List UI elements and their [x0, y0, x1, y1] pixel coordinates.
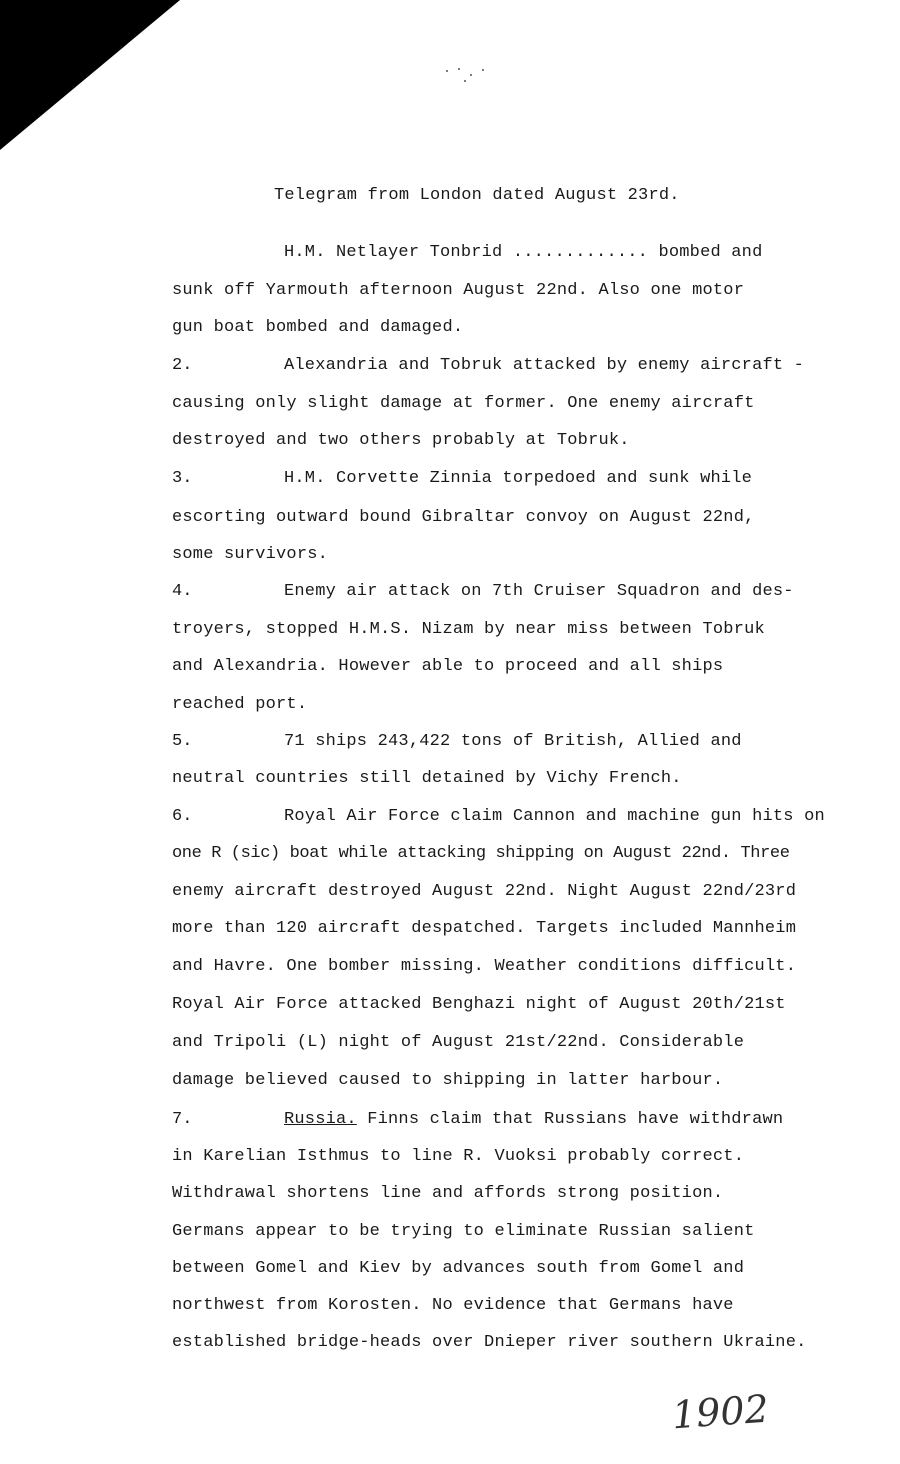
- para-4-line-1: Enemy air attack on 7th Cruiser Squadron and des-: [284, 582, 794, 601]
- para-2-number: 2.: [172, 356, 193, 375]
- para-1-line-2: sunk off Yarmouth afternoon August 22nd. Also one motor: [172, 281, 745, 300]
- para-2-line-3: destroyed and two others probably at Tobruk.: [172, 431, 630, 450]
- para-7-line-1: [284, 1109, 783, 1131]
- para-7-line-6: northwest from Korosten. No evidence that Germans have: [172, 1296, 734, 1315]
- para-4-line-3: and Alexandria. However able to proceed and all ships: [172, 657, 724, 676]
- para-7-line-3: Withdrawal shortens line and affords strong position.: [172, 1184, 724, 1203]
- paper-specks: [440, 66, 500, 86]
- para-7-line-4: Germans appear to be trying to eliminate Russian salient: [172, 1222, 755, 1241]
- para-6-line-4: more than 120 aircraft despatched. Targets included Mannheim: [172, 919, 797, 938]
- para-7-line-2: in Karelian Isthmus to line R. Vuoksi probably correct.: [172, 1147, 745, 1166]
- para-6-line-7: and Tripoli (L) night of August 21st/22nd. Considerable: [172, 1033, 745, 1052]
- para-3-line-2: escorting outward bound Gibraltar convoy on August 22nd,: [172, 508, 755, 527]
- para-7-heading: Russia.: [284, 1110, 357, 1129]
- para-1-line-3: gun boat bombed and damaged.: [172, 318, 464, 337]
- para-5-line-1: 71 ships 243,422 tons of British, Allied and: [284, 732, 742, 751]
- para-5-line-2: neutral countries still detained by Vichy French.: [172, 769, 682, 788]
- para-4-line-2: troyers, stopped H.M.S. Nizam by near miss between Tobruk: [172, 620, 765, 639]
- para-7-line-1-text: Finns claim that Russians have withdrawn: [367, 1110, 784, 1129]
- black-corner-mark: [0, 0, 180, 150]
- para-7-line-7: established bridge-heads over Dnieper river southern Ukraine.: [172, 1333, 807, 1352]
- para-6-line-3: enemy aircraft destroyed August 22nd. Night August 22nd/23rd: [172, 882, 797, 901]
- para-6-line-2: one R (sic) boat while attacking shipping on August 22nd. Three: [172, 844, 790, 863]
- telegram-title: Telegram from London dated August 23rd.: [274, 186, 680, 205]
- para-7-line-5: between Gomel and Kiev by advances south from Gomel and: [172, 1259, 745, 1278]
- para-6-line-5: and Havre. One bomber missing. Weather conditions difficult.: [172, 957, 797, 976]
- para-2-line-1: Alexandria and Tobruk attacked by enemy aircraft -: [284, 356, 805, 375]
- para-1-line-1: H.M. Netlayer Tonbrid ............. bombed and: [284, 243, 763, 262]
- para-6-line-6: Royal Air Force attacked Benghazi night of August 20th/21st: [172, 995, 786, 1014]
- para-3-line-1: H.M. Corvette Zinnia torpedoed and sunk while: [284, 469, 753, 488]
- handwritten-page-number: 1902: [670, 1386, 771, 1438]
- para-7-number: 7.: [172, 1110, 193, 1129]
- para-5-number: 5.: [172, 732, 193, 751]
- para-4-number: 4.: [172, 582, 193, 601]
- para-3-number: 3.: [172, 469, 193, 488]
- para-6-line-1: Royal Air Force claim Cannon and machine gun hits on: [284, 807, 825, 826]
- para-6-line-8: damage believed caused to shipping in latter harbour.: [172, 1071, 724, 1090]
- para-4-line-4: reached port.: [172, 695, 308, 714]
- para-3-line-3: some survivors.: [172, 545, 329, 564]
- para-6-number: 6.: [172, 807, 193, 826]
- para-2-line-2: causing only slight damage at former. One enemy aircraft: [172, 394, 755, 413]
